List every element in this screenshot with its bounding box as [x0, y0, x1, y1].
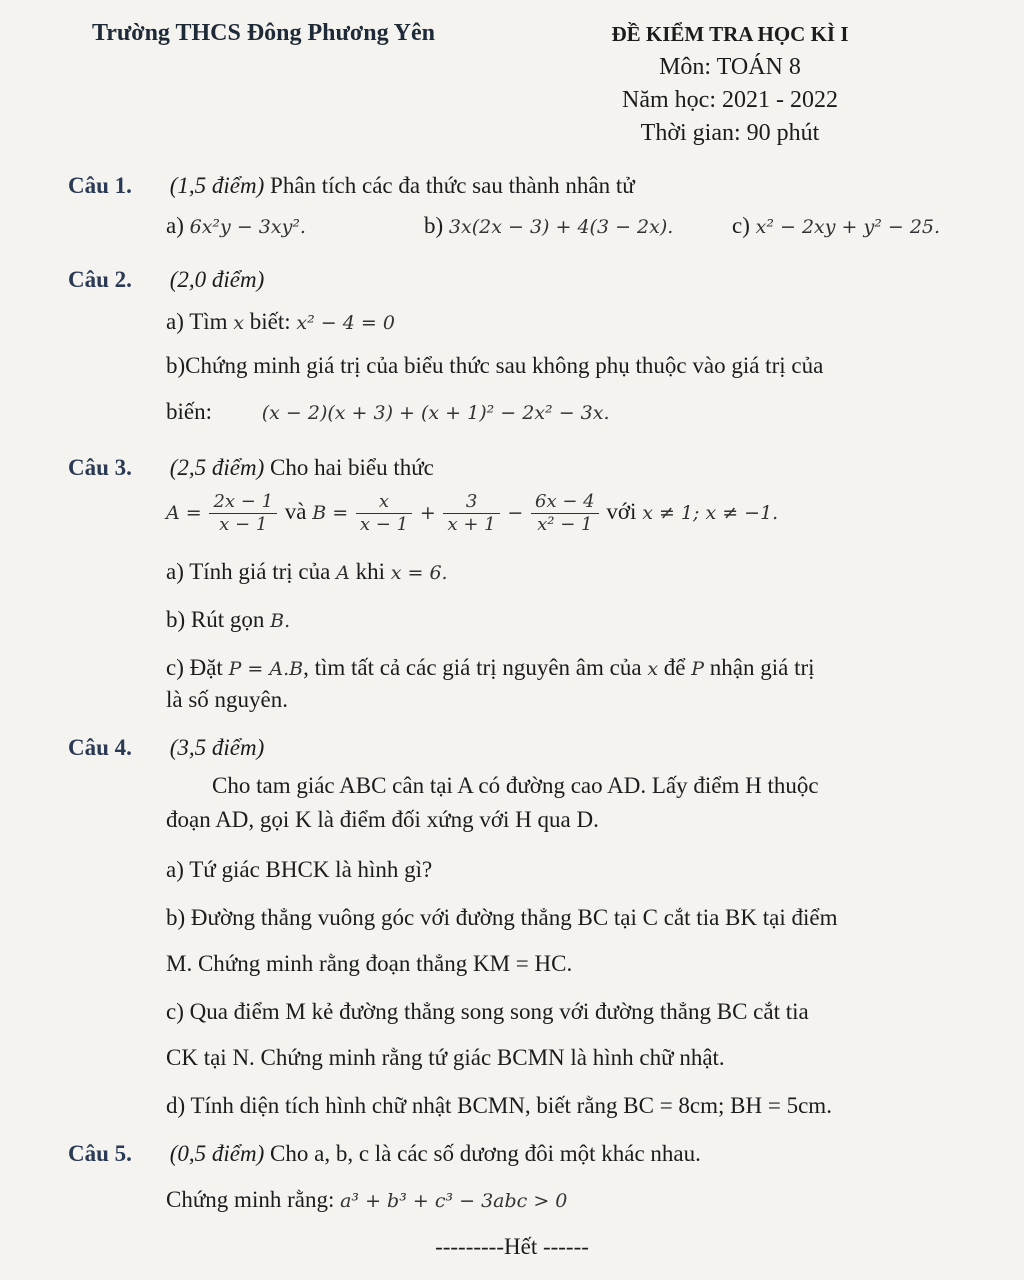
q5-prove: Chứng minh rằng: a³ + b³ + c³ − 3abc > 0 [166, 1187, 568, 1212]
q1-number: Câu 1. [68, 173, 132, 198]
q2-points: (2,0 điểm) [169, 267, 265, 292]
q4-part-c-line2: CK tại N. Chứng minh rằng tứ giác BCMN là hình chữ nhật. [166, 1045, 725, 1070]
q3-part-c-line2: là số nguyên. [166, 687, 289, 712]
q1-a-expression: 6x²y − 3xy². [189, 216, 306, 238]
q5-number: Câu 5. [68, 1141, 132, 1166]
end-marker: ---------Hết ------ [435, 1234, 589, 1259]
q2-part-a: a) Tìm x biết: x² − 4 = 0 [166, 309, 395, 334]
q1-b-expression: 3x(2x − 3) + 4(3 − 2x). [448, 216, 674, 238]
fraction-A: $\frac{2x - 1}{x - 1}$ [209, 491, 277, 536]
q3-heading [68, 454, 954, 482]
school-name: Trường THCS Đông Phương Yên [92, 20, 436, 46]
q4-points: (3,5 điểm) [169, 735, 265, 760]
q3-part-b: b) Rút gọn B. [166, 607, 291, 632]
exam-year: Năm học: 2021 - 2022 [622, 87, 838, 113]
q2-a-expression: x² − 4 = 0 [296, 312, 395, 334]
q4-intro-line1: Cho tam giác ABC cân tại A có đường cao AD. Lấy điểm H thuộc [212, 773, 819, 798]
q4-part-b-line2: M. Chứng minh rằng đoạn thẳng KM = HC. [166, 951, 573, 976]
q4-part-a: a) Tứ giác BHCK là hình gì? [166, 857, 433, 882]
q2-number: Câu 2. [68, 267, 132, 292]
q3-part-a: a) Tính giá trị của A khi x = 6. [166, 559, 448, 584]
q1-part-c: c) x² − 2xy + y² − 25. [732, 213, 941, 238]
q1-c-expression: x² − 2xy + y² − 25. [755, 216, 941, 238]
q1-points: (1,5 điểm) [169, 173, 265, 198]
q5-text: Cho a, b, c là các số dương đôi một khác nhau. [270, 1141, 701, 1166]
exam-subject: Môn: TOÁN 8 [659, 54, 801, 80]
q1-part-b: b) 3x(2x − 3) + 4(3 − 2x). [424, 213, 674, 238]
q4-heading [68, 734, 954, 762]
q4-part-c-line1: c) Qua điểm M kẻ đường thẳng song song với đường thẳng BC cắt tia [166, 999, 809, 1024]
q3-expressions: A = $\frac{2x - 1}{x - 1}$ và B = $\frac{x}{x - 1}$ + $\frac{3}{x + 1}$ − $\frac{6x - 4}{\text{x² − 1}}$ với x ≠ 1; x ≠ −1. [166, 491, 779, 536]
q5-points: (0,5 điểm) [169, 1141, 265, 1166]
fraction-B1: $\frac{x}{x - 1}$ [356, 491, 412, 536]
q1-heading [68, 172, 954, 200]
q4-part-b-line1: b) Đường thẳng vuông góc với đường thẳng BC tại C cắt tia BK tại điểm [166, 905, 838, 930]
fraction-B2: $\frac{3}{x + 1}$ [443, 491, 499, 536]
exam-header [560, 18, 900, 150]
q3-text: Cho hai biểu thức [270, 455, 434, 480]
q4-number: Câu 4. [68, 735, 132, 760]
q5-expression: a³ + b³ + c³ − 3abc > 0 [340, 1190, 568, 1212]
exam-time: Thời gian: 90 phút [640, 120, 820, 146]
q1-part-a: a) 6x²y − 3xy². [166, 213, 306, 238]
q2-part-b-line2: biến: (x − 2)(x + 3) + (x + 1)² − 2x² − 3x. [166, 399, 610, 424]
q3-part-c-line1: c) Đặt P = A.B, tìm tất cả các giá trị nguyên âm của x để P nhận giá trị [166, 655, 815, 680]
q4-intro-line2: đoạn AD, gọi K là điểm đối xứng với H qua D. [166, 807, 599, 832]
q3-number: Câu 3. [68, 455, 132, 480]
q1-text: Phân tích các đa thức sau thành nhân tử [270, 173, 635, 198]
q3-points: (2,5 điểm) [169, 455, 265, 480]
q2-b-expression: (x − 2)(x + 3) + (x + 1)² − 2x² − 3x. [261, 402, 610, 424]
exam-title: ĐỀ KIỂM TRA HỌC KÌ I [611, 22, 849, 46]
q2-heading [68, 266, 954, 294]
q3-condition: x ≠ 1; x ≠ −1. [642, 502, 779, 524]
fraction-B3: $\frac{6x - 4}{\text{x² − 1}}$ [531, 491, 599, 536]
q2-part-b-line1: b)Chứng minh giá trị của biểu thức sau không phụ thuộc vào giá trị của [166, 353, 824, 378]
q4-part-d: d) Tính diện tích hình chữ nhật BCMN, biết rằng BC = 8cm; BH = 5cm. [166, 1093, 832, 1118]
q5-heading [68, 1140, 954, 1168]
